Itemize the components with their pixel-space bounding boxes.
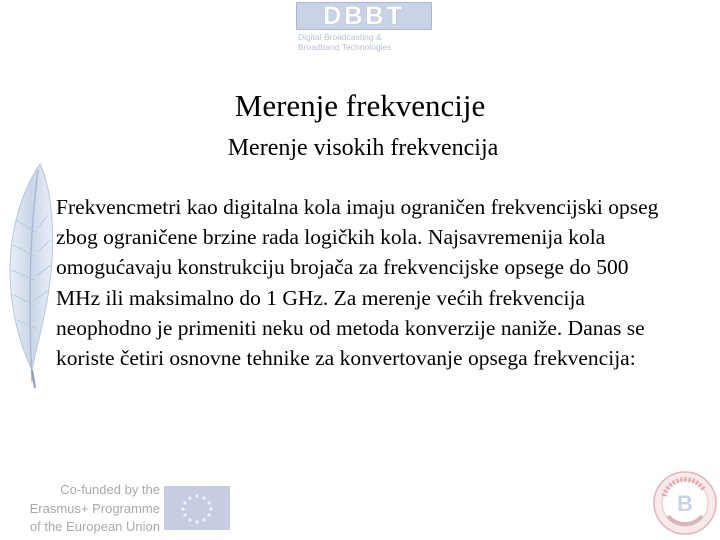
slide-subtitle: Merenje visokih frekvencija <box>227 135 499 161</box>
logo-line-1: Digital Broadcasting & <box>298 32 382 42</box>
eu-line-3: of the European Union <box>29 519 160 534</box>
eu-flag-icon <box>164 486 230 530</box>
dbbt-logo <box>296 2 432 52</box>
eu-line-2: Erasmus+ Programme <box>29 500 160 516</box>
eu-line-1: Co-funded by the <box>60 482 160 497</box>
eu-cofunding-text <box>0 481 160 537</box>
logo-main-text: DBBT <box>296 2 432 30</box>
logo-line-2: Broadband Technologies <box>298 42 392 52</box>
round-seal-logo-icon <box>652 470 718 536</box>
feather-quill-icon <box>2 160 62 390</box>
body-paragraph: Frekvencmetri kao digitalna kola imaju ograničen frekvencijski opseg zbog ograničene brzine rada logičkih kola. Najsavremenija kola omogućavaju konstrukciju brojača za frekvencijske opsege do 500 MHz ili maksimalno do 1 GHz. Za merenje većih frekvencija neophodno je primeniti neku od metoda konverzije naniže. Danas se koriste četiri osnovne tehnike za konvertovanje opsega frekvencija: <box>56 195 659 371</box>
svg-text:B: B <box>677 491 693 516</box>
slide-title: Merenje frekvencije <box>234 88 486 123</box>
